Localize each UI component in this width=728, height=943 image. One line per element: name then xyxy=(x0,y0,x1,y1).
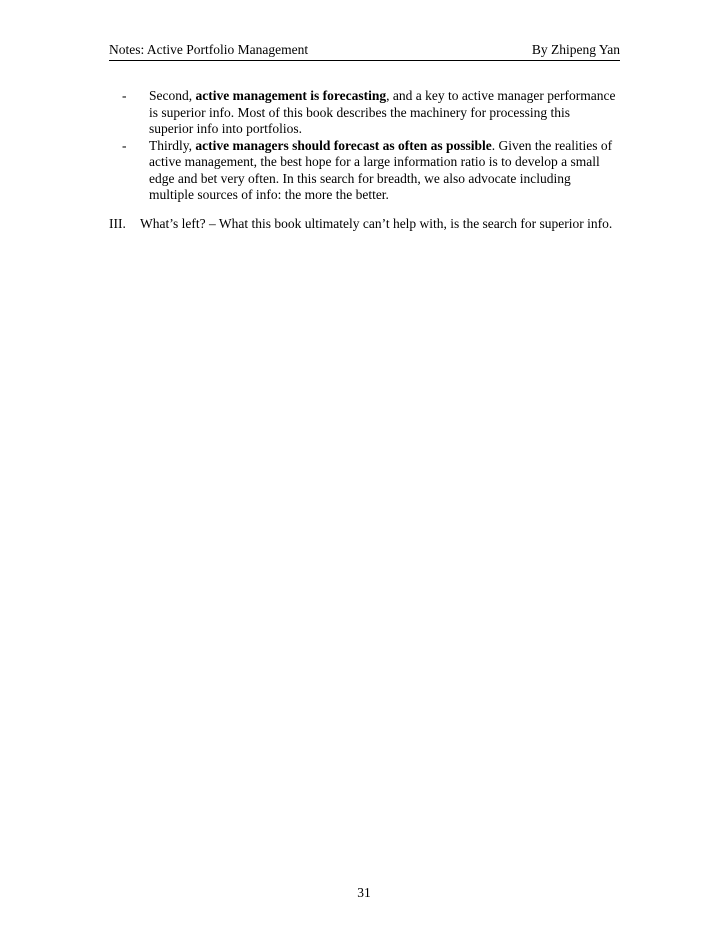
bullet-text-lead: Second, xyxy=(149,88,196,103)
page-number: 31 xyxy=(357,885,371,900)
bullet-text-bold: active managers should forecast as often as possible xyxy=(195,137,492,153)
section-number: III. xyxy=(109,216,126,231)
bullet-dash: - xyxy=(122,88,127,103)
page-header xyxy=(109,40,620,61)
section-text: What’s left? – What this book ultimately can’t help with, is the search for superior info. xyxy=(140,216,613,231)
header-title: Notes: Active Portfolio Management xyxy=(109,42,309,57)
section-iii xyxy=(109,216,619,233)
bullet-dash: - xyxy=(122,137,127,153)
list-item xyxy=(122,138,617,204)
bullet-text xyxy=(149,88,617,138)
bullet-list xyxy=(122,88,617,204)
bullet-text-rest: . Given the realities of active management, the best hope for a large information ratio is to develop a small edge and bet very often. In this search for breadth, we also advocate including multiple sources of info: the more the better. xyxy=(149,137,613,202)
bullet-text-bold: active management is forecasting xyxy=(195,88,387,103)
bullet-text-lead: Thirdly, xyxy=(149,137,196,153)
bullet-text xyxy=(149,138,617,204)
header-author: By Zhipeng Yan xyxy=(531,42,620,57)
bullet-text-rest: , and a key to active manager performance is superior info. Most of this book describes the machinery for processing this superior info into portfolios. xyxy=(149,88,616,136)
list-item xyxy=(122,88,617,138)
